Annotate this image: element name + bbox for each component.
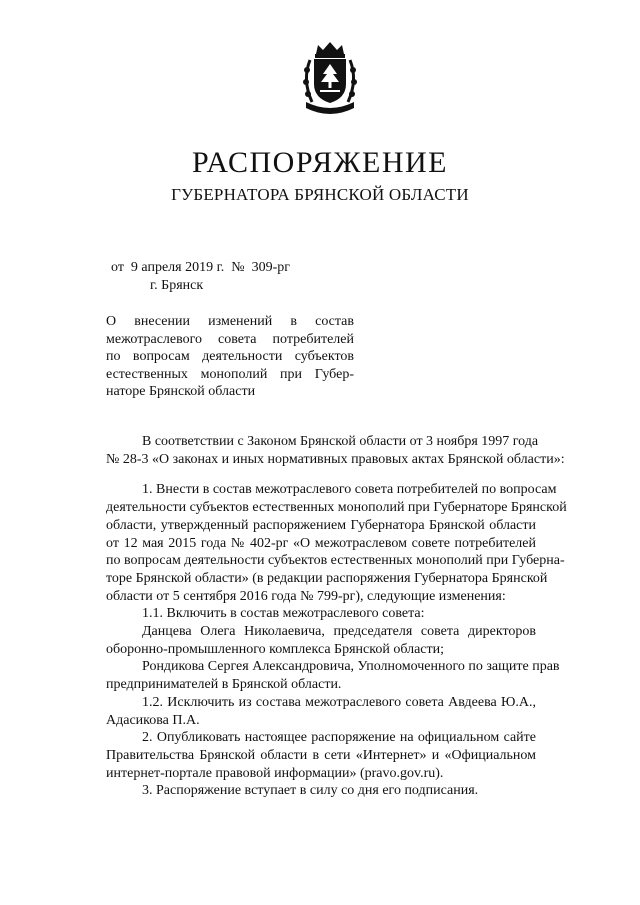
person-1-line: Данцева Олега Николаевича, председателя совета директоров bbox=[142, 624, 536, 640]
item-1-line: по вопросам деятельности субъектов естественных монополий при Губерна- bbox=[106, 553, 565, 569]
subject-line: наторе Брянской области bbox=[106, 384, 256, 400]
preamble-line: В соответствии с Законом Брянской области от 3 ноября 1997 года bbox=[142, 434, 539, 449]
item-1-line: торе Брянской области» (в редакции распоряжения Губернатора Брянской bbox=[106, 570, 548, 586]
subject-line: по вопросам деятельности субъектов bbox=[106, 349, 354, 365]
item-2-line: интернет-портале правовой информации» (pravo.gov.ru). bbox=[106, 765, 444, 781]
item-1-line: от 12 мая 2015 года № 402-рг «О межотраслевом совете потребителей bbox=[106, 535, 536, 551]
item-2-line: Правительства Брянской области в сети «Интернет» и «Официальном bbox=[106, 747, 536, 763]
item-3-line: 3. Распоряжение вступает в силу со дня его подписания. bbox=[142, 783, 479, 799]
item-1-2-line: Адасикова П.А. bbox=[106, 712, 200, 728]
item-1-1-line: 1.1. Включить в состав межотраслевого совета: bbox=[142, 606, 425, 622]
person-1-line: оборонно-промышленного комплекса Брянской области; bbox=[106, 641, 445, 657]
item-1-line: деятельности субъектов естественных монополий при Губернаторе Брянской bbox=[106, 500, 567, 516]
document-title: РАСПОРЯЖЕНИЕ bbox=[191, 146, 449, 179]
item-1-2-line: 1.2. Исключить из состава межотраслевого совета Авдеева Ю.А., bbox=[142, 694, 536, 710]
item-1-line: области от 5 сентября 2016 года № 799-рг), следующие изменения: bbox=[106, 588, 506, 604]
person-2-line: Рондикова Сергея Александровича, Уполномоченного по защите прав bbox=[142, 659, 560, 675]
item-1-line: 1. Внести в состав межотраслевого совета потребителей по вопросам bbox=[142, 482, 557, 498]
person-2-line: предпринимателей в Брянской области. bbox=[106, 677, 342, 693]
subject-line: межотраслевого совета потребителей bbox=[106, 331, 354, 347]
item-1-line: области, утвержденный распоряжением Губернатора Брянской области bbox=[106, 517, 536, 533]
city-line: г. Брянск bbox=[150, 278, 204, 293]
item-2-line: 2. Опубликовать настоящее распоряжение на официальном сайте bbox=[142, 730, 536, 746]
preamble-line: № 28-3 «О законах и иных нормативных правовых актах Брянской области»: bbox=[106, 451, 565, 467]
subject-line: О внесении изменений в состав bbox=[106, 314, 354, 329]
document-body bbox=[106, 433, 567, 800]
coat-of-arms-emblem bbox=[296, 40, 364, 120]
document-subject bbox=[106, 313, 354, 401]
subject-line: естественных монополий при Губер- bbox=[106, 366, 354, 382]
document-subtitle: ГУБЕРНАТОРА БРЯНСКОЙ ОБЛАСТИ bbox=[171, 185, 469, 204]
date-and-number: от 9 апреля 2019 г. № 309-рг bbox=[111, 260, 291, 275]
